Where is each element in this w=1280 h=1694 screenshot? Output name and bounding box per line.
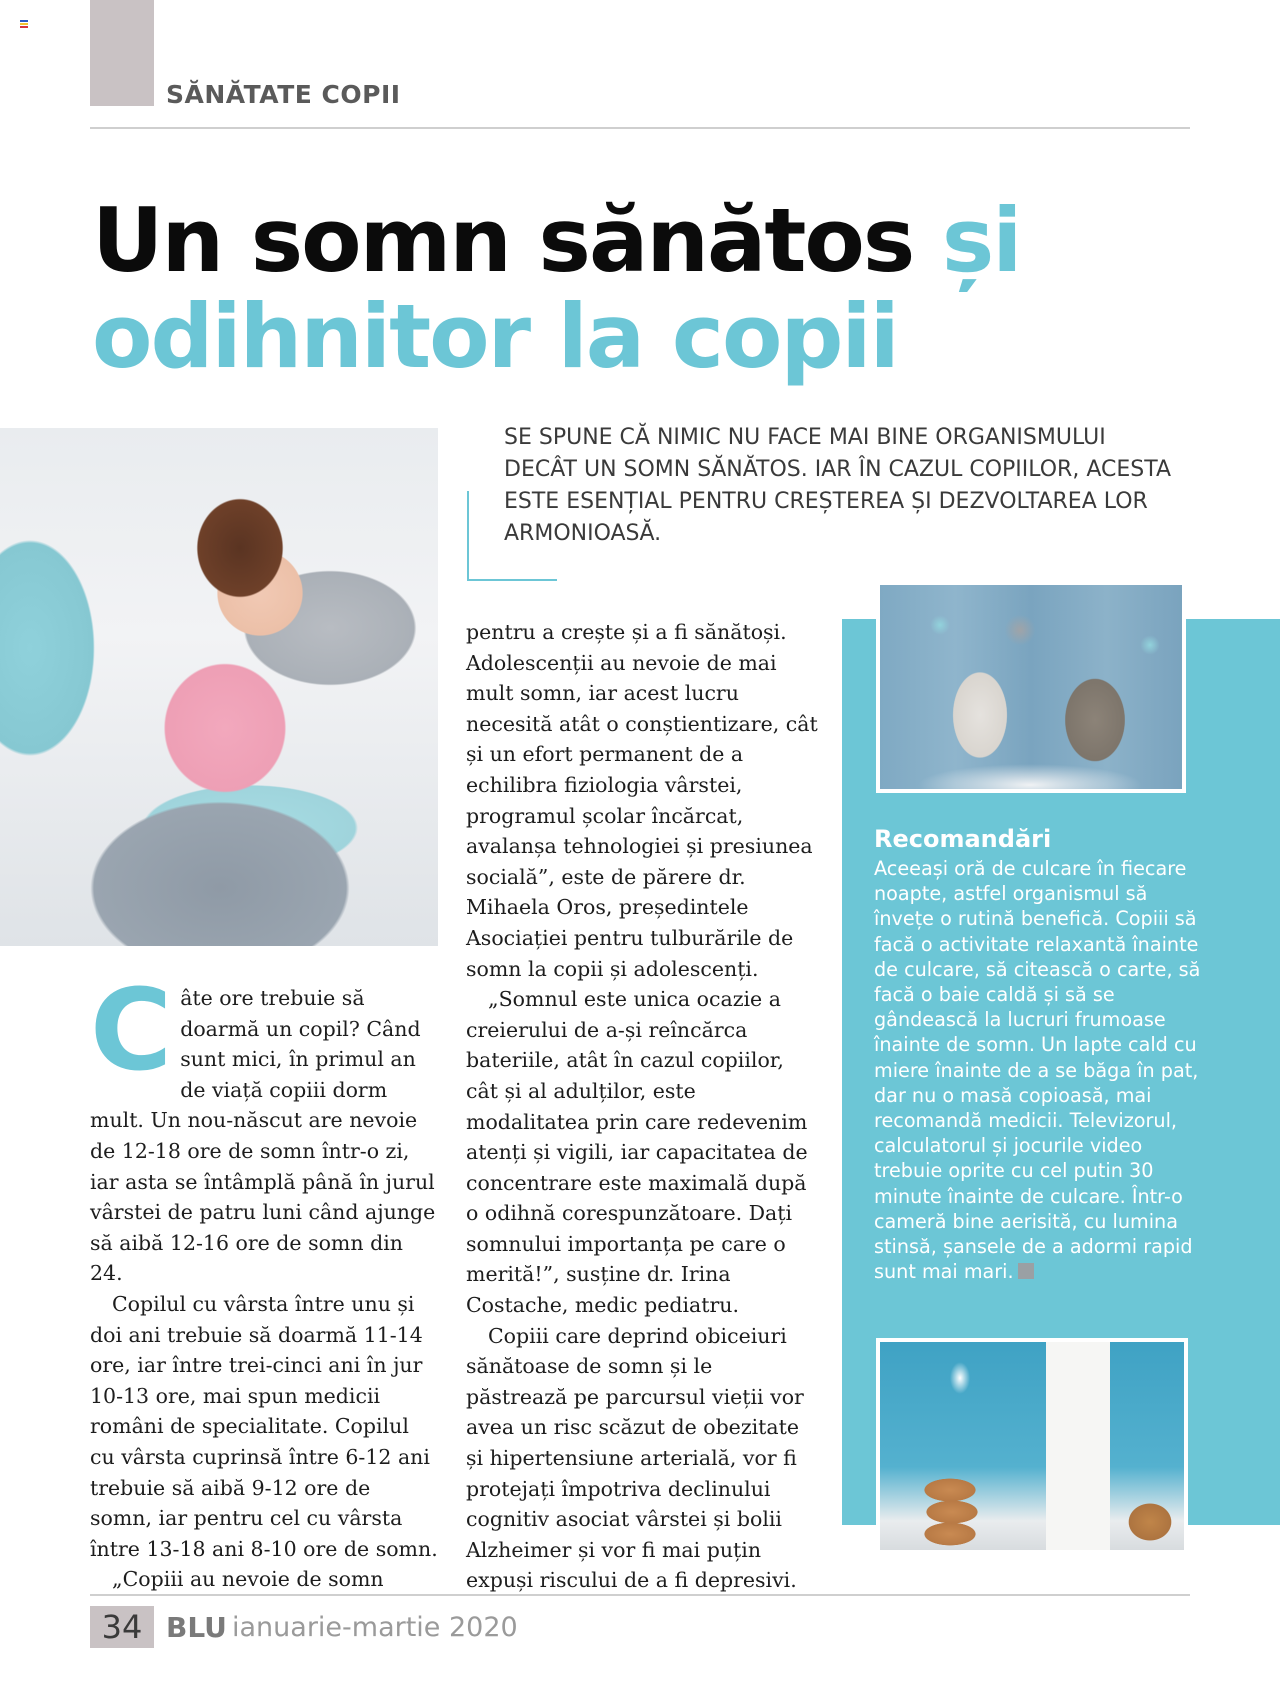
corner-flag-mark [20,20,28,27]
drop-cap: C [90,966,173,1096]
sidebar-title: Recomandări [874,825,1052,853]
section-label: SĂNĂTATE COPII [166,80,401,109]
body-paragraph: „Copiii au nevoie de somn [112,1567,384,1592]
sidebar-body: Aceeași oră de culcare în fiecare noapte, astfel organismul să învețe o rutină benefică. Copiii să facă o activitate relaxantă înainte de culcare, să citească o carte, să facă o baie caldă și să se gândească la lucruri frumoase înainte de somn. Un lapte cald cu miere înainte de a se băga în pat, dar nu o masă copioasă, mai recomandă medicii. Televizorul, calculatorul și jocurile video trebuie oprite cu cel putin 30 minute înainte de culcare. Într-o cameră bine aerisită, cu lumina stinsă, șansele de a adormi rapid sunt mai mari. [874,857,1201,1284]
magazine-name: BLU [166,1611,227,1644]
sleeping-girl-photo [0,428,438,946]
sidebar-text [874,856,1204,1284]
body-paragraph: pentru a crește și a fi sănătoși. Adolescenții au nevoie de mai mult somn, iar acest lucru necesită atât o conștientizare, cât și un efort permanent de a echilibra fiziologia vârstei, programul școlar încărcat, avalanșa tehnologiei și presiunea socială”, este de părere dr. Mihaela Oros, președintele Asociației pentru tulburările de somn la copii și adolescenți. [466,620,818,981]
body-paragraph: „Somnul este unica ocazie a creierului de a-și reîncărca bateriile, atât în cazul copiilor, cât și al adulților, este modalitatea prin care redevenim atenți și vigili, iar capacitatea de concentrare este maximală după o odihnă corespunzătoare. Dați somnului importanța pe care o merită!”, susține dr. Irina Costache, medic pediatru. [466,987,808,1318]
page-number: 34 [90,1606,154,1648]
milk-and-cookies-photo [876,1338,1188,1554]
body-paragraph: Copiii care deprind obiceiuri sănătoase de somn și le păstrează pe parcursul vieții vor avea un risc scăzut de obezitate și hipertensiune arterială, vor fi protejați împotriva declinului cognitiv asociat vârstei și bolii Alzheimer și vor fi mai puțin expuși riscului de a fi depresivi. [466,1323,804,1593]
article-title [92,189,1021,388]
title-line1-accent: și [941,189,1021,292]
article-lede: SE SPUNE CĂ NIMIC NU FACE MAI BINE ORGANISMULUI DECÂT UN SOMN SĂNĂTOS. IAR ÎN CAZUL COPIILOR, ACESTA ESTE ESENȚIAL PENTRU CREȘTEREA ȘI DEZVOLTAREA LOR ARMONIOASĂ. [504,425,1172,546]
title-line1-main: Un somn sănătos [92,189,942,292]
article-end-mark [1018,1263,1034,1279]
footer-rule [90,1594,1190,1596]
body-paragraph: Copilul cu vârsta între unu și doi ani trebuie să doarmă 11-14 ore, iar între trei-cinci ani în jur 10-13 ore, mai spun medicii români de specialitate. Copilul cu vârsta cuprinsă între 6-12 ani trebuie să aibă 9-12 ore de somn, iar pentru cel cu vârsta între 13-18 ani 8-10 ore de somn. [90,1291,438,1561]
body-text: âte ore trebuie să doarmă un copil? Când sunt mici, în primul an de viață copiii dorm mult. Un nou-născut are nevoie de 12-18 ore de somn într-o zi, iar asta se întâmplă până în jurul vârstei de patru luni când ajunge să aibă 12-16 ore de somn din 24. [90,986,436,1286]
body-column-2 [466,617,818,1596]
title-line2-accent: odihnitor la copii [92,285,898,388]
lede-accent-horizontal [467,579,557,581]
body-paragraph [90,966,438,1289]
header-rule [90,127,1190,129]
lede-accent-vertical [467,491,469,581]
issue-date: ianuarie-martie 2020 [232,1612,518,1643]
header-color-block [90,0,154,106]
plush-toys-mobile-photo [876,581,1186,793]
body-column-1 [90,966,438,1595]
